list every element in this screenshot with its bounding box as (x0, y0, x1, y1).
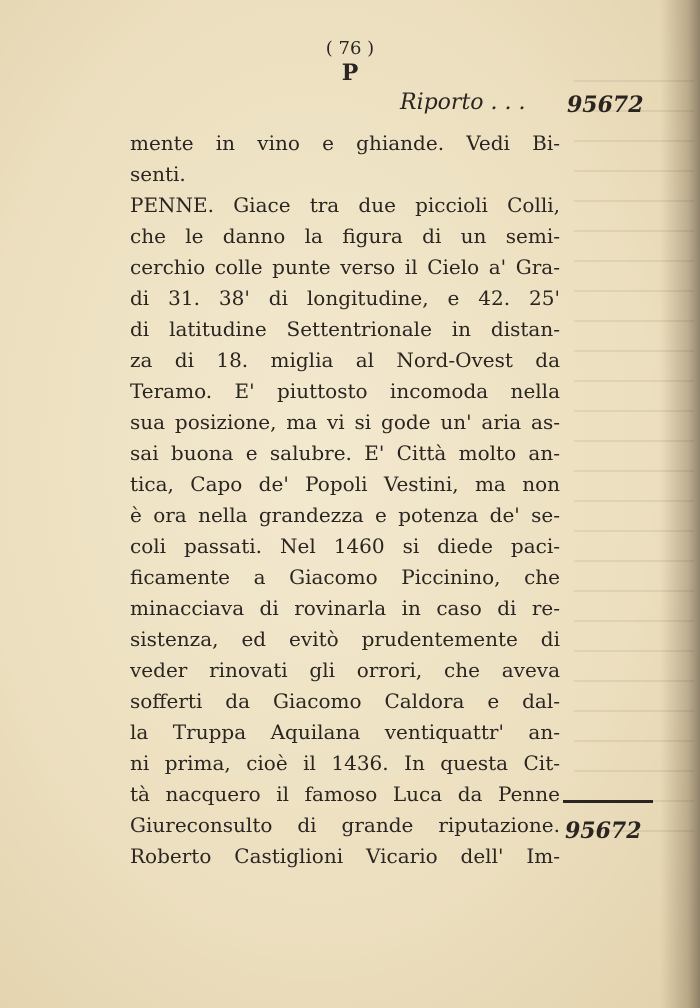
text-line: che le danno la figura di un semi- (130, 224, 560, 248)
text-line: sofferti da Giacomo Caldora e dal- (130, 689, 560, 713)
text-line: la Truppa Aquilana ventiquattr' an- (130, 720, 560, 744)
text-line: Teramo. E' piuttosto incomoda nella (130, 379, 560, 403)
text-line: ficamente a Giacomo Piccinino, che (130, 565, 560, 589)
text-line: coli passati. Nel 1460 si diede paci- (130, 534, 560, 558)
text-line: è ora nella grandezza e potenza de' se- (130, 503, 560, 527)
page-number: ( 76 ) (325, 38, 375, 59)
text-line: ni prima, cioè il 1436. In questa Cit- (130, 751, 560, 775)
text-line: veder rinovati gli orrori, che aveva (130, 658, 560, 682)
sum-rule (563, 800, 653, 803)
carried-total-top: 95672 (567, 92, 644, 118)
body-text (130, 128, 560, 872)
text-line: sistenza, ed evitò prudentemente di (130, 627, 560, 651)
text-line: di 31. 38' di longitudine, e 42. 25' (130, 286, 560, 310)
riporto-label: Riporto . . . (400, 90, 526, 115)
text-line: sai buona e salubre. E' Città molto an- (130, 441, 560, 465)
text-line: PENNE. Giace tra due piccioli Colli, (130, 193, 560, 217)
text-line: tà nacquero il famoso Luca da Penne (130, 782, 560, 806)
text-line: senti. (130, 162, 186, 186)
text-line: Roberto Castiglioni Vicario dell' Im- (130, 844, 560, 868)
text-line: di latitudine Settentrionale in distan- (130, 317, 560, 341)
page-edge-shadow (660, 0, 700, 1008)
text-line: mente in vino e ghiande. Vedi Bi- (130, 131, 560, 155)
text-line: Giureconsulto di grande riputazione. (130, 813, 560, 837)
text-line: minacciava di rovinarla in caso di re- (130, 596, 560, 620)
carried-total-bottom: 95672 (565, 818, 642, 844)
text-line: sua posizione, ma vi si gode un' aria as- (130, 410, 560, 434)
text-line: tica, Capo de' Popoli Vestini, ma non (130, 472, 560, 496)
text-line: cerchio colle punte verso il Cielo a' Gra- (130, 255, 560, 279)
text-line: za di 18. miglia al Nord-Ovest da (130, 348, 560, 372)
signature-mark: P (341, 60, 359, 86)
